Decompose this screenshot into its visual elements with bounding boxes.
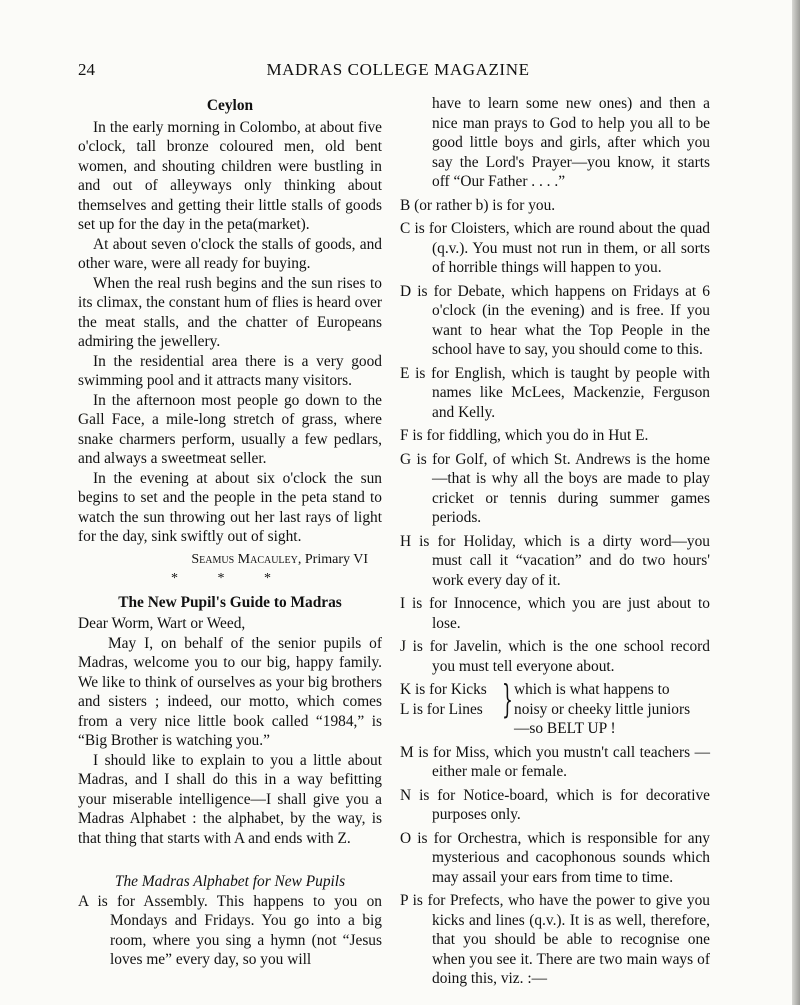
kl-line: which is what happens to: [514, 681, 670, 698]
alphabet-entry-a-continued: have to learn some new ones) and then a nice man prays to God to help you all to be good little boys and girls, after which you say the Lord's Prayer—you know, it starts off “Our Father . . . .”: [432, 95, 710, 190]
alphabet-entry: I is for Innocence, which you are just about to lose.: [400, 595, 710, 632]
page-number: 24: [78, 60, 95, 79]
section-separator: * * *: [171, 571, 289, 586]
page-header: [78, 60, 718, 84]
magazine-title: MADRAS COLLEGE MAGAZINE: [266, 60, 530, 79]
spacer: [78, 848, 382, 872]
kl-shared-text: [514, 680, 710, 739]
alphabet-entry: J is for Javelin, which is the one school record you must tell everyone about.: [400, 638, 710, 675]
alphabet-entry: P is for Prefects, who have the power to give you kicks and lines (q.v.). It is as well, therefore, that you should be able to recognise one when you see it. There are two main ways of doing this, viz. :—: [400, 892, 710, 987]
alphabet-entry: G is for Golf, of which St. Andrews is the home—that is why all the boys are made to play cricket or tennis during summer games periods.: [400, 450, 710, 526]
alphabet-entry: C is for Cloisters, which are round about the quad (q.v.). You must not run in them, or all sorts of horrible things will happen to you.: [400, 220, 710, 276]
ceylon-paragraph: In the afternoon most people go down to the Gall Face, a mile-long stretch of grass, where snake charmers perform, usually a few pedlars, and always a sweetmeat seller.: [78, 391, 382, 467]
ceylon-paragraph: In the early morning in Colombo, at about five o'clock, tall bronze coloured men, old bent women, and shouting children were bustling in and out of alleyways only thinking about themselves and getting their little stalls of goods set up for the day in the peta(market).: [78, 118, 382, 233]
alphabet-title: The Madras Alphabet for New Pupils: [114, 873, 346, 890]
guide-paragraph: I should like to explain to you a little about Madras, and I shall do this in a way befitting your miserable intelligence—I shall give you a Madras Alphabet : the alphabet, by the way, is that thing that starts with A and ends with Z.: [78, 751, 382, 847]
ceylon-paragraph: In the residential area there is a very good swimming pool and it attracts many visitors.: [78, 352, 382, 389]
alphabet-entry: O is for Orchestra, which is responsible for any mysterious and cacophonous sounds which may assail your ears from time to time.: [400, 829, 710, 886]
alphabet-entry: F is for fiddling, which you do in Hut E.: [400, 427, 649, 444]
alphabet-entry: N is for Notice-board, which is for decorative purposes only.: [400, 786, 710, 823]
alphabet-entry-kl: [400, 677, 710, 739]
ceylon-paragraph: When the real rush begins and the sun rises to its climax, the constant hum of flies is heard over the meat stalls, and the chatter of Europeans admiring the jewellery.: [78, 274, 382, 350]
author-name: Seamus Macauley: [191, 551, 298, 567]
author-form: , Primary VI: [297, 551, 368, 567]
alphabet-entry-a: A is for Assembly. This happens to you on Mondays and Fridays. You go into a big room, where you sing a hymn (not “Jesus loves me” every day, so you will: [78, 892, 382, 968]
entry-l-label: L is for Lines: [400, 700, 483, 718]
kl-labels: [400, 680, 502, 719]
ceylon-paragraph: At about seven o'clock the stalls of goods, and other ware, were all ready for buying.: [78, 235, 382, 272]
ceylon-paragraph: In the evening at about six o'clock the sun begins to set and the people in the peta stand to watch the sun throwing out her last rays of light for the day, sink swiftly out of sight.: [78, 469, 382, 545]
ceylon-title: Ceylon: [206, 97, 254, 114]
left-column: [78, 96, 382, 974]
alphabet-entry: H is for Holiday, which is a dirty word—you must call it “vacation” and do two hours' work every day of it.: [400, 532, 710, 589]
guide-paragraph: May I, on behalf of the senior pupils of Madras, welcome you to our big, happy family. We like to think of ourselves as your big brothers and sisters ; indeed, our motto, which comes from a very nice little book called “1984,” is “Big Brother is watching you.”: [78, 634, 382, 749]
entry-k-label: K is for Kicks: [400, 681, 487, 698]
alphabet-entry: B (or rather b) is for you.: [400, 196, 556, 214]
alphabet-entry: M is for Miss, which you mustn't call teachers —either male or female.: [400, 743, 710, 780]
kl-line: noisy or cheeky little juniors: [514, 700, 691, 718]
kl-line: —so BELT UP !: [514, 720, 616, 737]
guide-title: The New Pupil's Guide to Madras: [118, 593, 342, 611]
guide-salutation: Dear Worm, Wart or Weed,: [78, 615, 246, 632]
page-edge-shadow: [792, 0, 800, 1005]
brace-icon: }: [502, 677, 513, 721]
right-column: [400, 94, 710, 993]
alphabet-entry: E is for English, which is taught by people with names like McLees, Mackenzie, Ferguson and Kelly.: [400, 364, 710, 421]
ceylon-author-signature: [78, 550, 368, 570]
alphabet-entry: D is for Debate, which happens on Fridays at 6 o'clock (in the evening) and is free. If you want to hear what the Top People in the school have to say, you should come to this.: [400, 282, 710, 358]
